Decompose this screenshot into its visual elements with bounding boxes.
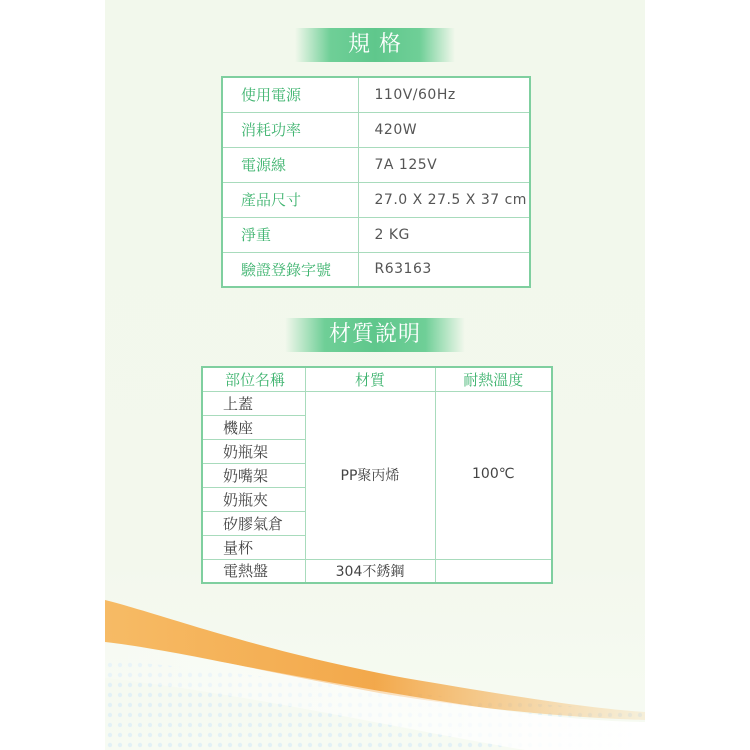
spec-row [222,217,530,252]
spec-row [222,77,530,112]
materials-header-row [202,367,552,391]
part-name: 奶瓶架 [202,439,305,463]
part-name: 電熱盤 [202,559,305,583]
table-row [202,391,552,415]
spec-label: 使用電源 [222,77,358,112]
part-name: 量杯 [202,535,305,559]
spec-value: 2 KG [358,217,530,252]
spec-label: 淨重 [222,217,358,252]
spec-table [221,76,531,288]
spec-row [222,252,530,287]
header-material: 材質 [305,367,435,391]
spec-label: 產品尺寸 [222,182,358,217]
materials-title: 材質說明 [328,322,421,347]
part-name: 上蓋 [202,391,305,415]
header-part-name: 部位名稱 [202,367,305,391]
spec-label: 消耗功率 [222,112,358,147]
materials-table [201,366,553,584]
spec-row [222,147,530,182]
heat-pp: 100℃ [435,391,552,559]
spec-value: 27.0 X 27.5 X 37 cm [358,182,530,217]
spec-label: 電源線 [222,147,358,182]
part-name: 奶瓶夾 [202,487,305,511]
spec-row [222,182,530,217]
materials-title-banner [285,318,465,352]
part-name: 機座 [202,415,305,439]
spec-title: 規 格 [348,32,402,57]
header-heat-resistance: 耐熱溫度 [435,367,552,391]
spec-title-banner [295,28,455,62]
spec-value: 420W [358,112,530,147]
spec-value: 110V/60Hz [358,77,530,112]
part-name: 奶嘴架 [202,463,305,487]
spec-label: 驗證登錄字號 [222,252,358,287]
spec-row [222,112,530,147]
part-name: 矽膠氣倉 [202,511,305,535]
product-spec-page [105,0,645,750]
material-pp: PP聚丙烯 [305,391,435,559]
spec-value: 7A 125V [358,147,530,182]
material-steel: 304不銹鋼 [305,559,435,583]
spec-value: R63163 [358,252,530,287]
decorative-wave [105,560,645,750]
